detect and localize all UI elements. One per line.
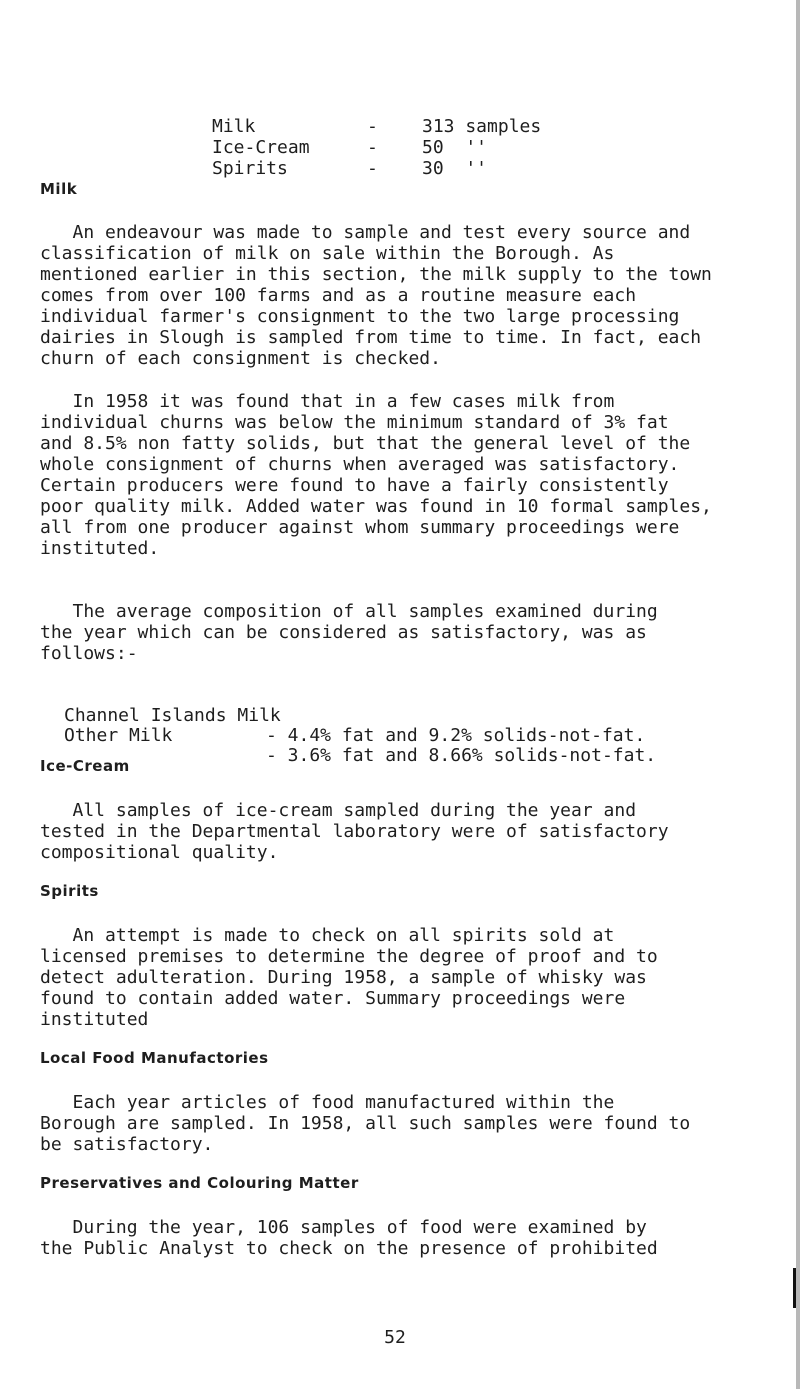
sample-name: Milk <box>212 116 256 137</box>
page-number: 52 <box>384 1327 406 1348</box>
milk-paragraph-2: In 1958 it was found that in a few cases milk from individual churns was below the minimum standard of 3% fat and 8.5% non fatty solids, but that the general level of the whole consignment of churns when averaged was satisfactory. Certain producers were found to have a fairly consistently poor quality milk. Added water was found in 10 formal samples, all from one producer against whom summary proceedings were instituted. <box>40 391 712 559</box>
section-heading-preservatives: Preservatives and Colouring Matter <box>40 1174 359 1192</box>
section-heading-spirits: Spirits <box>40 882 99 900</box>
preservatives-paragraph: During the year, 106 samples of food were examined by the Public Analyst to check on the presence of prohibited <box>40 1217 658 1259</box>
page-edge-shadow <box>796 0 800 1389</box>
composition-label: Channel Islands Milk <box>64 705 281 726</box>
section-heading-milk: Milk <box>40 180 78 198</box>
composition-label: Other Milk <box>64 725 173 746</box>
sample-dash: - <box>367 137 378 158</box>
section-heading-local-food: Local Food Manufactories <box>40 1049 269 1067</box>
composition-value: - 3.6% fat and 8.66% solids-not-fat. <box>266 745 657 766</box>
sample-count: 30 '' <box>422 158 488 179</box>
sample-count: 313 samples <box>422 116 542 137</box>
spirits-paragraph: An attempt is made to check on all spirits sold at licensed premises to determine the degree of proof and to detect adulteration. During 1958, a sample of whisky was found to contain added water. Summary proceedings were instituted <box>40 925 658 1030</box>
sample-count: 50 '' <box>422 137 488 158</box>
sample-dash: - <box>367 158 378 179</box>
milk-paragraph-1: An endeavour was made to sample and test every source and classification of milk on sale within the Borough. As mentioned earlier in this section, the milk supply to the town comes from over 100 farms and as a routine measure each individual farmer's consignment to the two large processing dairies in Slough is sampled from time to time. In fact, each churn of each consignment is checked. <box>40 222 712 369</box>
sample-dash: - <box>367 116 378 137</box>
ice-cream-paragraph: All samples of ice-cream sampled during the year and tested in the Departmental laboratory were of satisfactory compositional quality. <box>40 800 669 863</box>
page-edge-mark <box>793 1268 796 1308</box>
composition-value: - 4.4% fat and 9.2% solids-not-fat. <box>266 725 646 746</box>
local-food-paragraph: Each year articles of food manufactured within the Borough are sampled. In 1958, all such samples were found to be satisfactory. <box>40 1092 691 1155</box>
milk-paragraph-3: The average composition of all samples examined during the year which can be considered as satisfactory, was as follows:- <box>40 601 658 664</box>
sample-name: Ice-Cream <box>212 137 310 158</box>
sample-name: Spirits <box>212 158 288 179</box>
section-heading-ice-cream: Ice-Cream <box>40 757 130 775</box>
